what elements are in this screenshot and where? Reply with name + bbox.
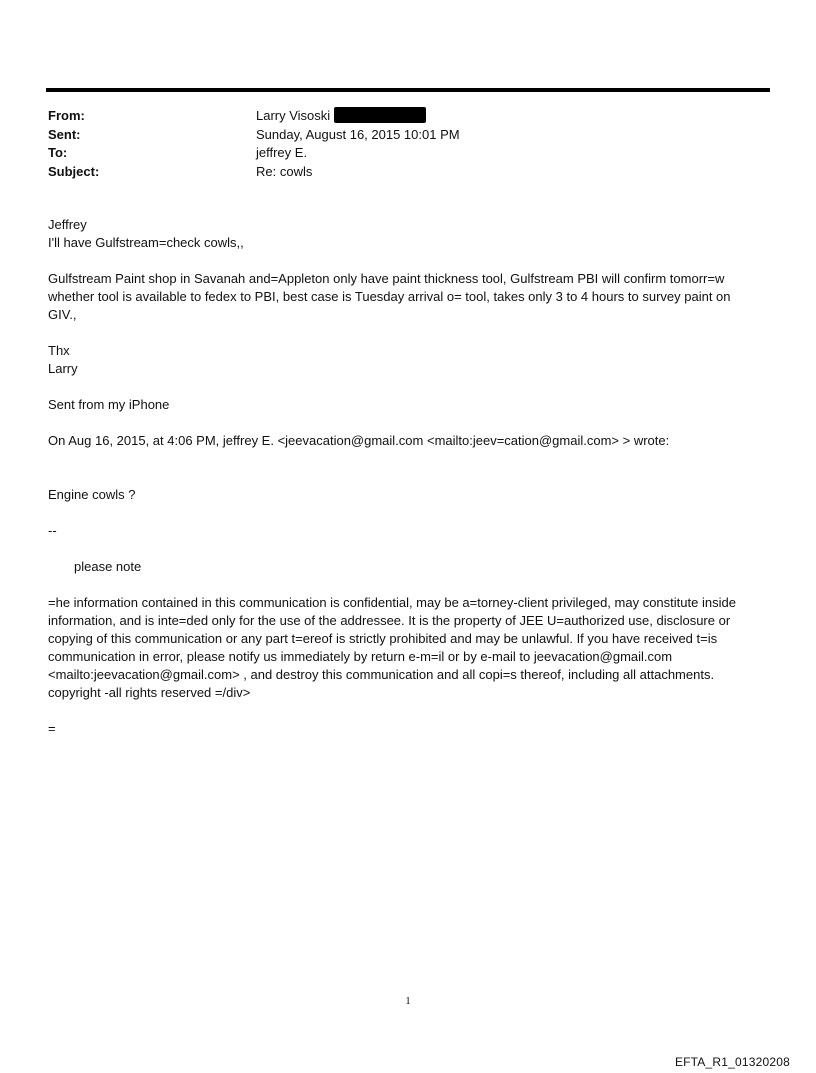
from-label: From: [48,108,85,123]
from-value [256,107,426,126]
quote-header: On Aug 16, 2015, at 4:06 PM, jeffrey E. <jeevacation@gmail.com <mailto:jeev=cation@gmail.com> > wrote: [48,433,670,448]
sent-row [48,126,460,145]
to-value: jeffrey E. [256,145,308,160]
subject-value: Re: cowls [256,163,313,179]
redaction-box [334,107,426,123]
greeting: Jeffrey [48,217,87,232]
disclaimer: =he information contained in this communication is confidential, may be a=torney-client privileged, may constitute inside information, and is inte=ded only for the use of the addressee. It is the property of JEE U=authorized use, disclosure or copying of this communication or any part t=ereof is strictly prohibited and may be unlawful. If you have received t=is communication in error, please notify us immediately by return e-m=il or by e-mail to jeevacation@gmail.com <mailto:jeevacation@gmail.com> , and destroy this communication and all copi=s thereof, including all attachments. copyright -all rights reserved =/div> [48,595,736,700]
sent-from-line: Sent from my iPhone [48,397,170,412]
header-rule [46,88,770,92]
signature-name: Larry [48,361,78,376]
to-label: To: [48,145,68,160]
body-line: I'll have Gulfstream=check cowls,, [48,235,244,250]
email-header [48,107,460,181]
to-row [48,144,460,163]
subject-label: Subject: [48,163,100,179]
signature-separator: -- [48,523,57,538]
quoted-message: Engine cowls ? [48,487,136,502]
from-name: Larry Visoski [256,108,331,123]
document-id: EFTA_R1_01320208 [674,1055,790,1069]
sent-value: Sunday, August 16, 2015 10:01 PM [256,126,460,142]
email-body [48,216,760,738]
sent-label: Sent: [48,126,81,142]
please-note: please note [74,559,142,574]
trailing-char: = [48,721,56,736]
body-paragraph: Gulfstream Paint shop in Savanah and=Appleton only have paint thickness tool, Gulfstream PBI will confirm tomorr=w whether tool is available to fedex to PBI, best case is Tuesday arrival o= tool, takes only 3 to 4 hours to survey paint on GIV., [48,271,731,322]
closing-thanks: Thx [48,343,70,358]
subject-row [48,163,460,182]
from-row [48,107,460,126]
page-number: 1 [405,995,411,1007]
